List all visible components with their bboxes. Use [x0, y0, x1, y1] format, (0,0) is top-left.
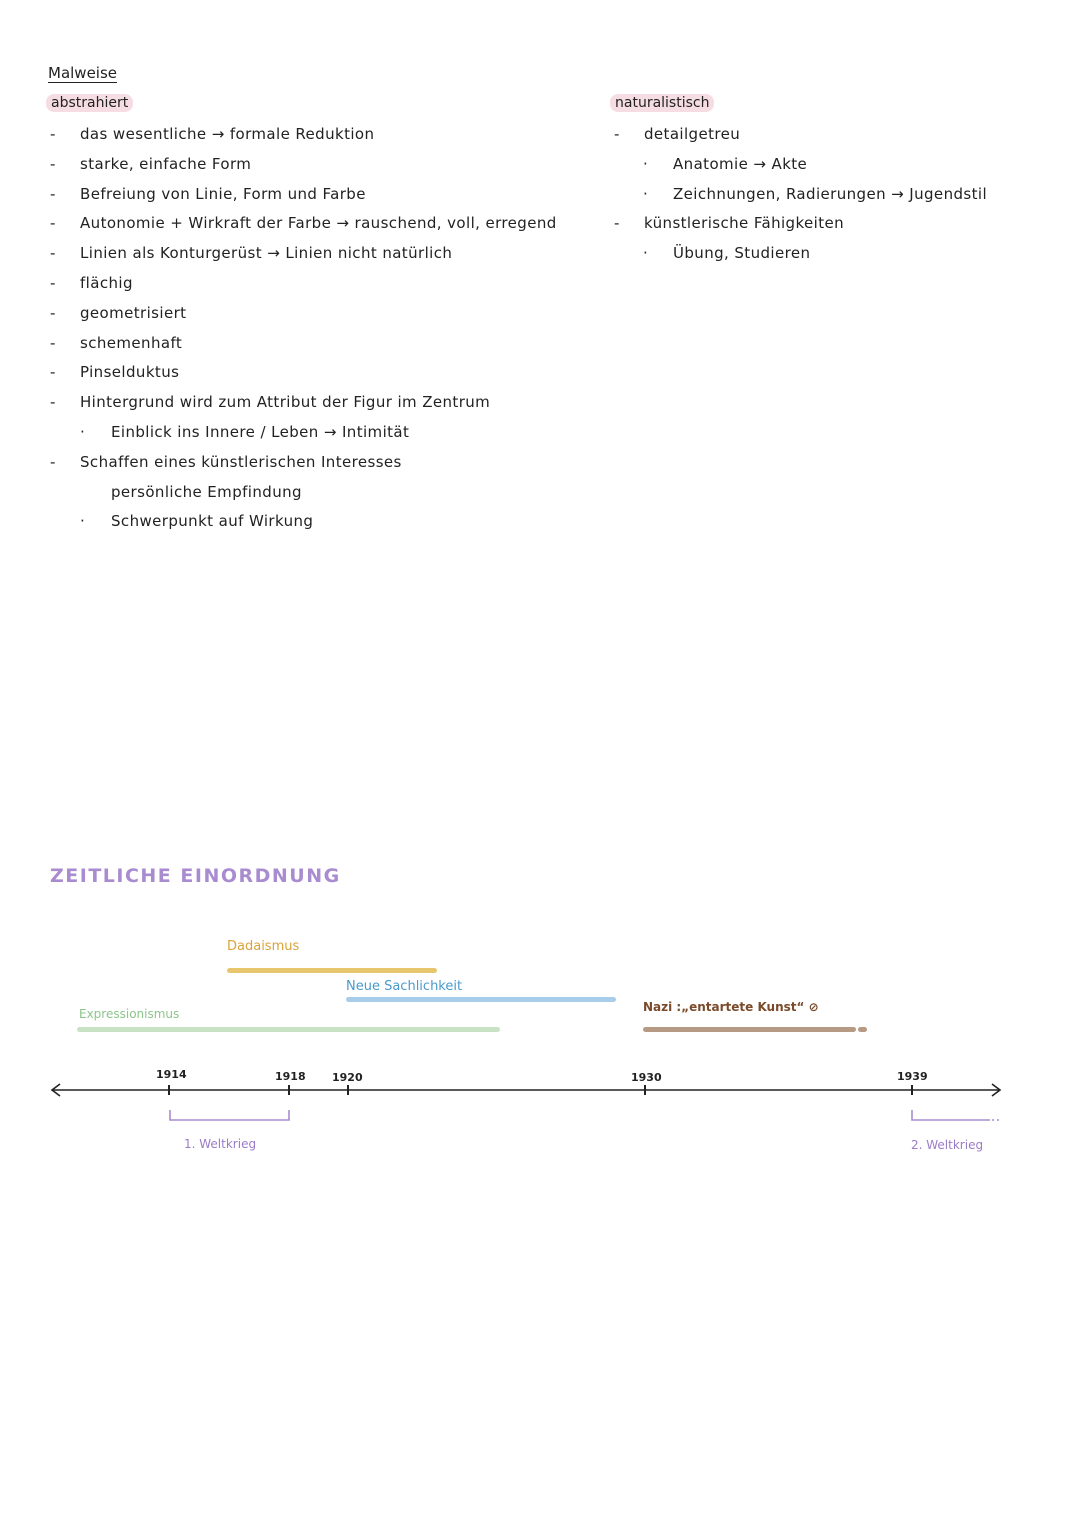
war-label-2: 2. Weltkrieg — [911, 1138, 984, 1152]
dash-bullet: - — [50, 154, 56, 173]
naturalistic-item: Anatomie → Akte — [673, 154, 808, 173]
dot-bullet: · — [643, 184, 648, 203]
dash-bullet: - — [50, 125, 56, 143]
tag-abstrahiert: abstrahiert — [46, 94, 133, 112]
dash-bullet: - — [50, 274, 56, 292]
war-bracket-1 — [170, 1110, 289, 1120]
tick-1930 — [644, 1085, 646, 1095]
era-bar-neue-sachlichkeit — [346, 997, 616, 1002]
abstract-item: schemenhaft — [80, 333, 183, 352]
abstract-item: Hintergrund wird zum Attribut der Figur im Zentrum — [80, 393, 491, 412]
naturalistic-item: künstlerische Fähigkeiten — [644, 214, 845, 233]
abstract-item: Autonomie + Wirkraft der Farbe → rauschend, voll, erregend — [80, 214, 557, 233]
naturalistic-item: detailgetreu — [644, 125, 741, 143]
dot-bullet: · — [80, 423, 85, 441]
era-label-expressionismus: Expressionismus — [79, 1007, 180, 1021]
abstract-item: geometrisiert — [80, 303, 187, 322]
era-bar-nazi-tail — [858, 1027, 867, 1032]
era-bar-nazi — [643, 1027, 856, 1032]
abstract-item: persönliche Empfindung — [111, 482, 302, 501]
page-title: Malweise — [48, 64, 118, 82]
dash-bullet: - — [50, 244, 56, 263]
year-1914: 1914 — [156, 1068, 187, 1081]
era-label-dadaismus: Dadaismus — [227, 939, 300, 954]
year-1918: 1918 — [275, 1070, 306, 1083]
era-bar-dadaismus — [227, 968, 437, 973]
abstract-item: Einblick ins Innere / Leben → Intimität — [111, 423, 410, 441]
dash-bullet: - — [50, 363, 56, 382]
dot-bullet: · — [643, 154, 648, 173]
abstract-item: Schaffen eines künstlerischen Interesses — [80, 452, 402, 471]
abstract-item: Schwerpunkt auf Wirkung — [111, 512, 314, 531]
tick-1920 — [347, 1085, 349, 1095]
dash-bullet: - — [50, 303, 56, 322]
abstract-item: Linien als Konturgerüst → Linien nicht natürlich — [80, 244, 453, 263]
section-title: ZEITLICHE EINORDNUNG — [50, 865, 341, 887]
abstract-item: Befreiung von Linie, Form und Farbe — [80, 184, 366, 203]
war-brackets — [0, 1108, 1080, 1124]
abstract-item: das wesentliche → formale Reduktion — [80, 125, 375, 143]
abstract-item: starke, einfache Form — [80, 154, 252, 173]
dot-bullet: · — [80, 512, 85, 531]
naturalistic-item: Zeichnungen, Radierungen → Jugendstil — [673, 184, 988, 203]
era-bar-expressionismus — [77, 1027, 500, 1032]
dash-bullet: - — [50, 214, 56, 233]
dot-bullet: · — [643, 244, 648, 263]
dash-bullet: - — [50, 452, 56, 471]
year-1920: 1920 — [332, 1071, 363, 1084]
dash-bullet: - — [50, 393, 56, 412]
era-label-neue-sachlichkeit: Neue Sachlichkeit — [346, 979, 463, 994]
era-label-nazi: Nazi :„entartete Kunst“ ⊘ — [643, 1000, 819, 1014]
dash-bullet: - — [50, 184, 56, 203]
year-1930: 1930 — [631, 1071, 662, 1084]
abstract-item: Pinselduktus — [80, 363, 180, 382]
year-1939: 1939 — [897, 1070, 928, 1083]
naturalistic-item: Übung, Studieren — [673, 244, 811, 263]
dash-bullet: - — [614, 125, 620, 143]
tick-1914 — [168, 1085, 170, 1095]
tick-1939 — [911, 1085, 913, 1095]
dash-bullet: - — [50, 333, 56, 352]
war-label-1: 1. Weltkrieg — [184, 1137, 257, 1151]
abstract-item: flächig — [80, 274, 133, 292]
tag-naturalistisch: naturalistisch — [610, 94, 714, 112]
tick-1918 — [288, 1085, 290, 1095]
dash-bullet: - — [614, 214, 620, 233]
war-bracket-2 — [912, 1110, 990, 1120]
